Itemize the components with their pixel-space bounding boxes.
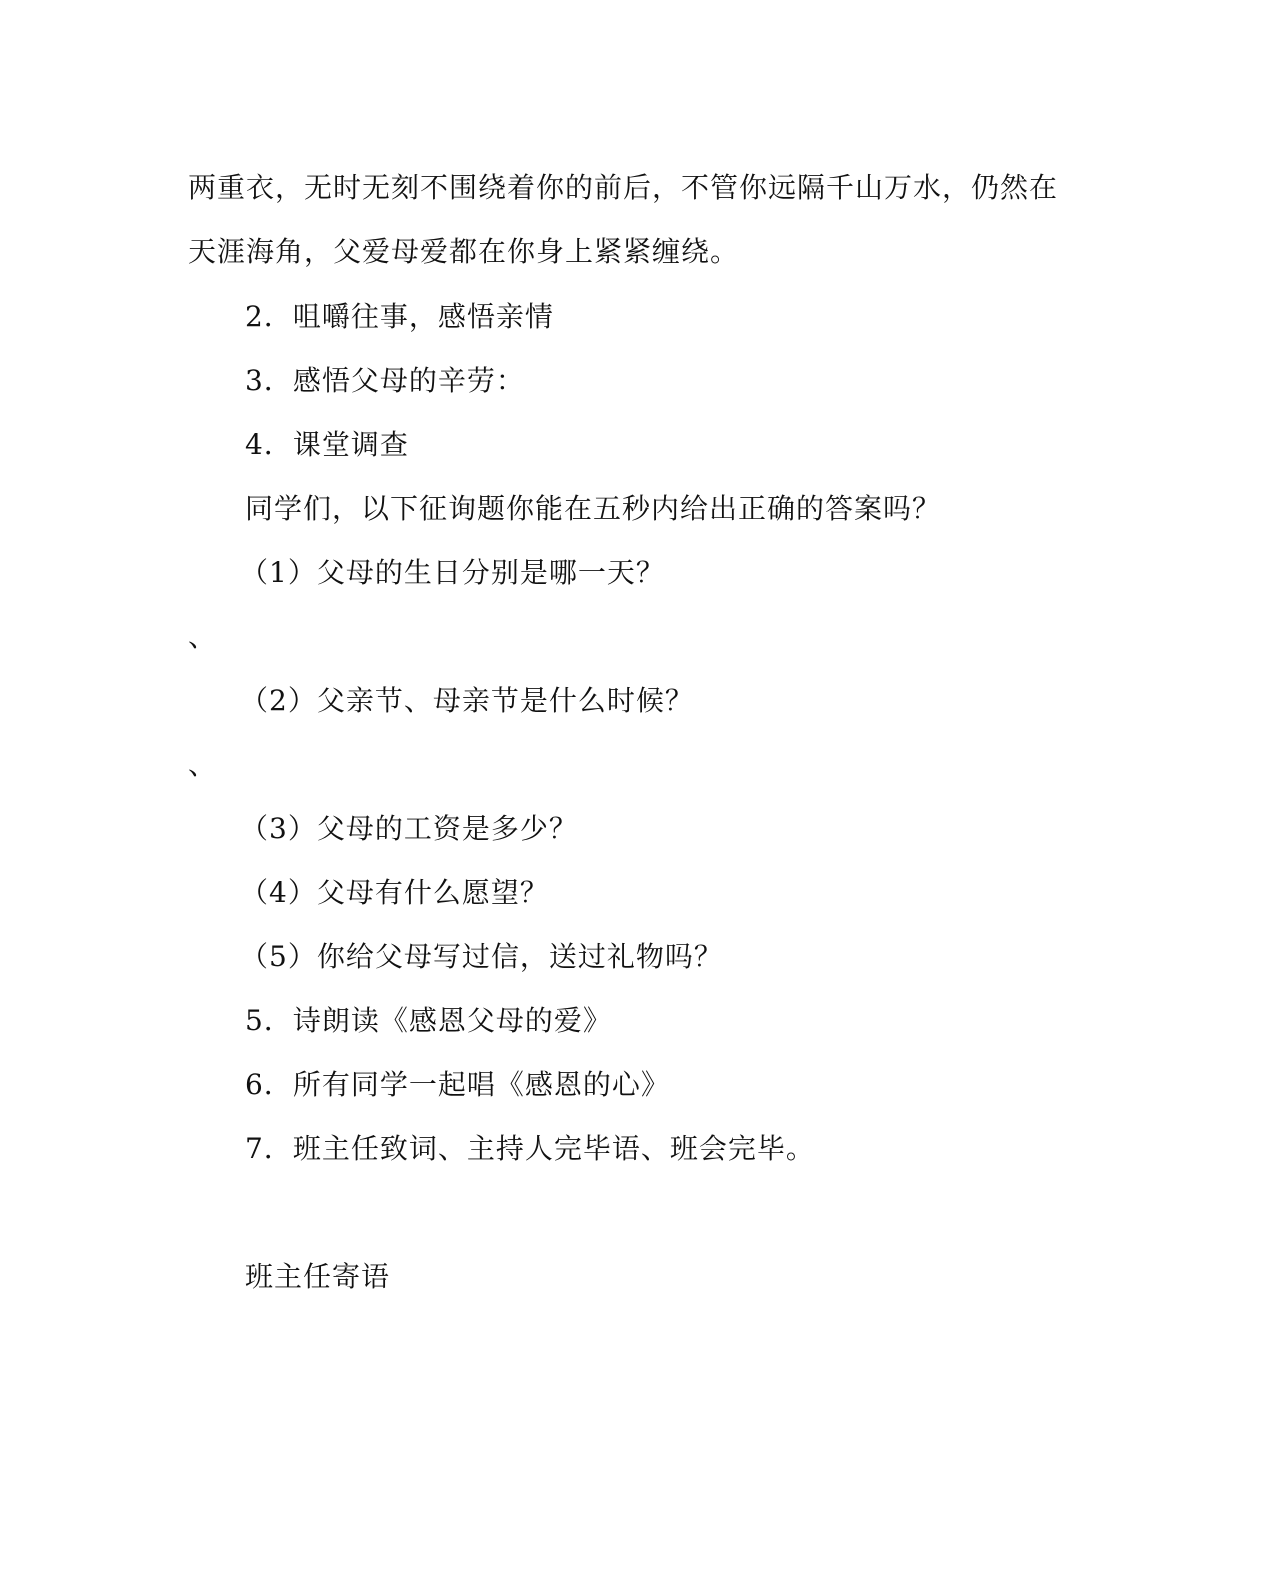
list-item: 4．课堂调查 (245, 428, 409, 461)
paragraph-line: 天涯海角，父爱母爱都在你身上紧紧缠绕。 (188, 235, 740, 268)
list-item: 5．诗朗读《感恩父母的爱》 (245, 1004, 612, 1037)
answer-mark: 、 (188, 620, 218, 653)
list-item: 6．所有同学一起唱《感恩的心》 (245, 1068, 670, 1101)
question-item: （3）父母的工资是多少？ (240, 812, 578, 845)
list-item: 2．咀嚼往事，感悟亲情 (245, 300, 554, 333)
list-item: 7．班主任致词、主持人完毕语、班会完毕。 (245, 1132, 815, 1165)
survey-intro: 同学们，以下征询题你能在五秒内给出正确的答案吗？ (245, 492, 942, 525)
question-item: （5）你给父母写过信，送过礼物吗？ (240, 940, 723, 973)
question-item: （4）父母有什么愿望？ (240, 876, 549, 909)
paragraph-line: 两重衣，无时无刻不围绕着你的前后，不管你远隔千山万水，仍然在 (188, 171, 1059, 204)
question-item: （2）父亲节、母亲节是什么时候？ (240, 684, 694, 717)
section-heading: 班主任寄语 (245, 1260, 391, 1293)
question-item: （1）父母的生日分别是哪一天？ (240, 556, 665, 589)
list-item: 3．感悟父母的辛劳： (245, 364, 525, 397)
answer-mark: 、 (188, 748, 218, 781)
